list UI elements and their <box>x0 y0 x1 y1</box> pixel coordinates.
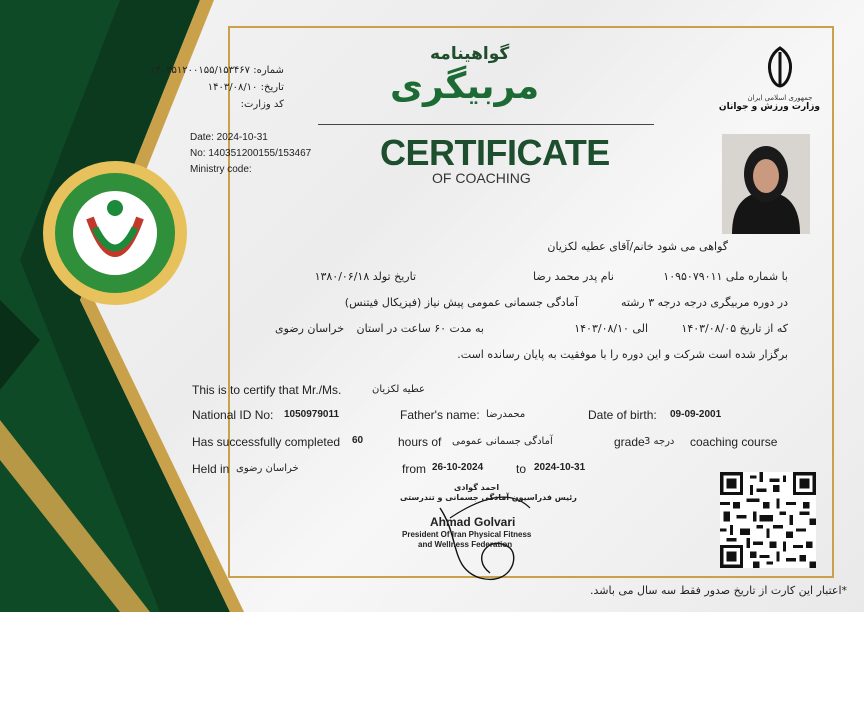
en-father-value: محمدرضا <box>486 409 526 420</box>
iran-emblem-icon <box>757 44 803 90</box>
holder-photo <box>722 134 810 234</box>
en-hours-label: hours of <box>398 435 442 449</box>
en-father-label: Father's name: <box>400 408 480 422</box>
meta-en-date: Date: 2024-10-31 <box>190 132 268 143</box>
fa-national-id: با شماره ملی ۱۰۹۵۰۷۹۰۱۱ <box>663 270 788 283</box>
en-certify-label: This is to certify that Mr./Ms. <box>192 383 342 397</box>
ministry-line2: وزارت ورزش و جوانان <box>718 102 820 112</box>
sig-en-name: Ahmad Golvari <box>430 515 516 529</box>
en-from-value: 26-10-2024 <box>432 462 484 473</box>
fa-father: نام پدر محمد رضا <box>533 270 614 283</box>
footnote: *اعتبار این کارت از تاریخ صدور فقط سه سال می باشد. <box>590 584 848 597</box>
title-fa-big: مربیگری <box>390 66 540 107</box>
en-hours-value: آمادگی جسمانی عمومی <box>452 436 553 447</box>
meta-en-no: No: 140351200155/153467 <box>190 148 312 159</box>
en-from-label: from <box>402 462 426 476</box>
en-dob-value: 09-09-2001 <box>670 409 722 420</box>
en-national-id-label: National ID No: <box>192 408 274 422</box>
federation-emblem <box>40 158 190 308</box>
ministry-logo <box>718 44 820 112</box>
meta-fa-number: شماره: ۱۴۰۳۵۱۲۰۰۱۵۵/۱۵۳۴۶۷ <box>150 65 284 76</box>
subtitle-en: OF COACHING <box>432 170 531 186</box>
en-dob-label: Date of birth: <box>588 408 657 422</box>
en-national-id-value: 1050979011 <box>284 409 340 420</box>
meta-en-ministry-code: Ministry code: <box>190 164 252 175</box>
fa-line5: برگزار شده است شرکت و این دوره را با موفقیت به پایان رسانده است. <box>457 348 788 361</box>
meta-en <box>190 130 311 178</box>
sig-fa-title: رئیس فدراسیون آمادگی جسمانی و تندرستی <box>400 493 577 502</box>
sig-fa-name: احمد گوادی <box>454 483 500 492</box>
en-completed-value: 60 <box>352 435 364 446</box>
sig-en-title2: and Wellness Federation <box>418 540 513 549</box>
meta-fa <box>150 62 284 113</box>
title-en: CERTIFICATE <box>380 132 610 173</box>
title-fa-small: گواهینامه <box>430 44 510 64</box>
en-course-label: coaching course <box>690 435 778 449</box>
fa-to-date: الی ۱۴۰۳/۰۸/۱۰ <box>574 322 648 335</box>
title-divider <box>318 124 654 125</box>
en-held-value: خراسان رضوی <box>236 463 299 474</box>
en-completed-label: Has successfully completed <box>192 435 341 449</box>
fa-from-date: که از تاریخ ۱۴۰۳/۰۸/۰۵ <box>681 322 788 335</box>
en-grade-value: درجه 3 <box>644 436 675 447</box>
en-to-value: 2024-10-31 <box>534 462 586 473</box>
sig-en-title1: President Of Iran Physical Fitness <box>402 530 532 539</box>
fa-course-grade: در دوره مربیگری درجه درجه ۳ رشته <box>620 296 788 309</box>
meta-fa-ministry-code: کد وزارت: <box>240 99 284 110</box>
ministry-line1: جمهوری اسلامی ایران <box>747 94 813 102</box>
fa-course-name: آمادگی جسمانی عمومی پیش نیاز (فیزیکال فیتنس) <box>344 296 578 309</box>
en-grade-label: grade <box>614 435 645 449</box>
qr-code <box>720 472 816 568</box>
en-certify-name: عطیه لکزیان <box>372 384 425 395</box>
meta-fa-date: تاریخ: ۱۴۰۳/۰۸/۱۰ <box>207 82 284 93</box>
en-held-label: Held in <box>192 462 230 476</box>
fa-dob: تاریخ تولد ۱۳۸۰/۰۶/۱۸ <box>314 270 416 283</box>
en-to-label: to <box>516 462 527 476</box>
fa-duration: به مدت ۶۰ ساعت در استان <box>356 322 484 335</box>
fa-line1: گواهی می شود خانم/آقای عطیه لکزیان <box>547 240 728 253</box>
fa-province: خراسان رضوی <box>274 322 344 335</box>
